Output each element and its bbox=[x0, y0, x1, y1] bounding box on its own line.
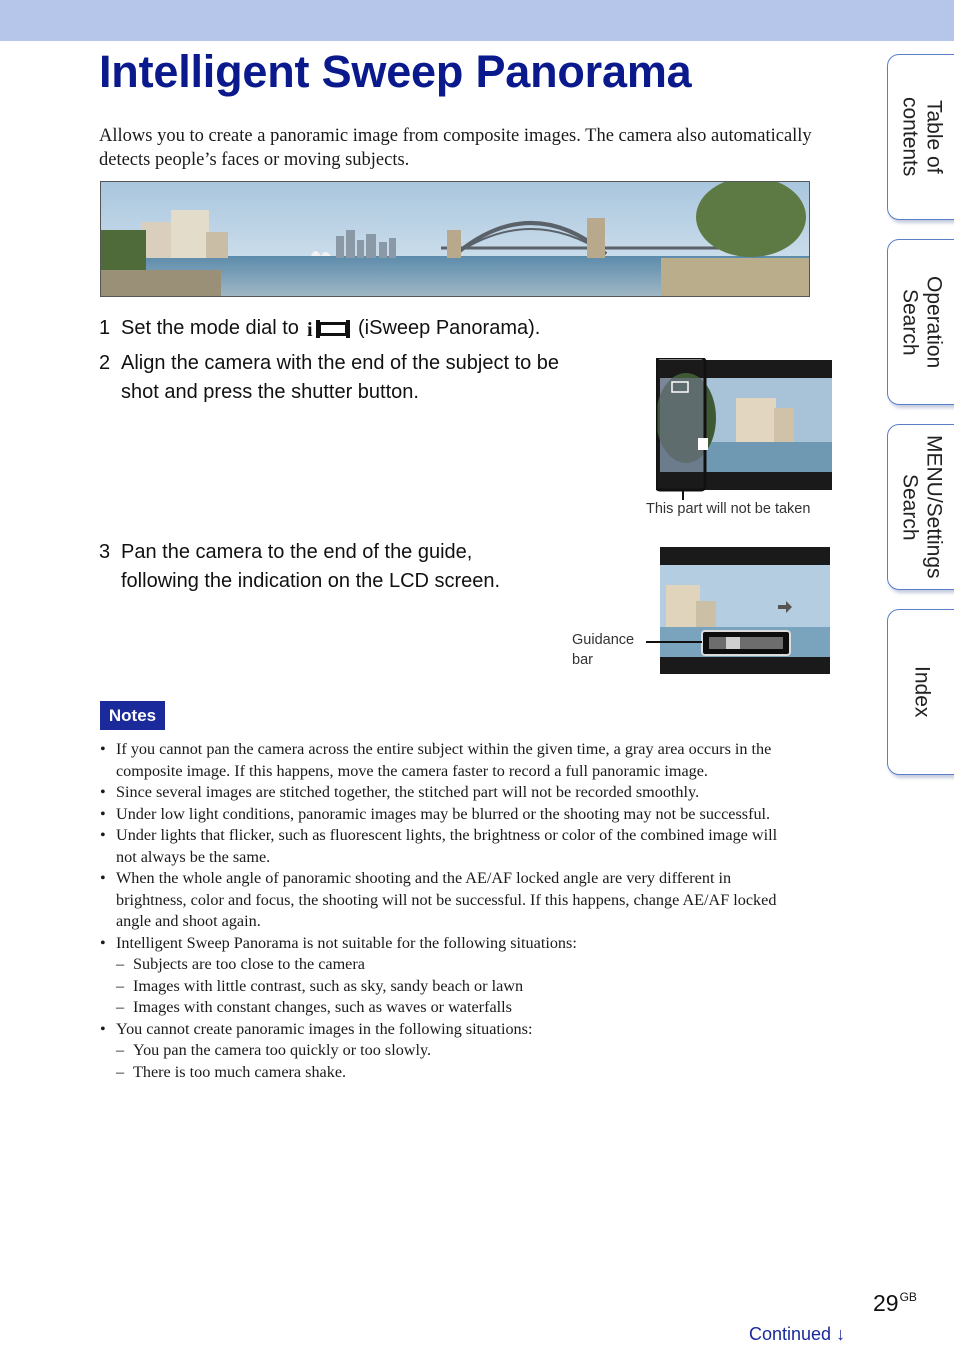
fig1-caption: This part will not be taken bbox=[646, 501, 811, 517]
tab-label: Table of contents bbox=[898, 97, 946, 177]
note-subitem: – Images with constant changes, such as waves or waterfalls bbox=[116, 998, 512, 1016]
intro-paragraph: Allows you to create a panoramic image from composite images. The camera also automatically detects people’s faces or moving subjects. bbox=[99, 126, 812, 170]
note-item: • If you cannot pan the camera across the entire subject within the given time, a gray area occurs in the composite image. If this happens, move the camera faster to record a full panoramic image. bbox=[100, 740, 772, 780]
tab-table-of-contents[interactable] bbox=[887, 54, 954, 220]
note-item: • When the whole angle of panoramic shooting and the AE/AF locked angle are very different in brightness, color and focus, the shooting will not be successful. If this happens, change AE/AF locked angle and shoot again. bbox=[100, 869, 777, 930]
note-item: • Since several images are stitched together, the stitched part will not be recorded smoothly. bbox=[100, 783, 700, 801]
step-number: 3 bbox=[99, 541, 111, 563]
notes-heading: Notes bbox=[100, 701, 165, 730]
page-number: $29^{GB}$ bbox=[873, 1290, 917, 1316]
continued-link[interactable]: Continued ↓ bbox=[749, 1324, 846, 1344]
top-color-bar bbox=[0, 0, 954, 41]
svg-text:i: i bbox=[307, 319, 314, 338]
note-subitem: – You pan the camera too quickly or too slowly. bbox=[116, 1041, 432, 1059]
page-title: Intelligent Sweep Panorama bbox=[99, 46, 692, 97]
isweep-panorama-icon bbox=[306, 318, 350, 338]
note-item: • Under lights that flicker, such as fluorescent lights, the brightness or color of the combined image will not always be the same. bbox=[100, 826, 778, 866]
tab-operation-search[interactable] bbox=[887, 239, 954, 405]
note-subitem: – Images with little contrast, such as sky, sandy beach or lawn bbox=[116, 976, 524, 995]
tab-label: Index bbox=[910, 666, 934, 718]
step-3 bbox=[99, 538, 619, 598]
tab-label: MENU/Settings Search bbox=[898, 435, 946, 579]
note-subitem: – Subjects are too close to the camera bbox=[116, 955, 365, 973]
page-suffix: GB bbox=[899, 1290, 917, 1304]
note-subitem: – There is too much camera shake. bbox=[116, 1062, 347, 1081]
step-text: Pan the camera to the end of the guide, following the indication on the LCD screen. bbox=[121, 541, 501, 592]
step-number: 1 bbox=[99, 317, 111, 339]
step-text: Align the camera with the end of the subject to be shot and press the shutter button. bbox=[121, 352, 560, 403]
note-item: • Under low light conditions, panoramic images may be blurred or the shooting may not be successful. bbox=[100, 804, 771, 823]
note-item: • You cannot create panoramic images in the following situations: – You pan the camera too quickly or too slowly. – There is too much camera shake. bbox=[99, 1019, 849, 1084]
lcd-pan-figure bbox=[646, 545, 832, 676]
tab-label: Operation Search bbox=[898, 275, 946, 369]
note-item: • Intelligent Sweep Panorama is not suitable for the following situations: – Subjects are too close to the camera – Images with little contrast, such as sky, sandy beach or lawn – Images with constant changes, such as waves or waterfalls bbox=[99, 933, 849, 1019]
guidance-bar-caption: Guidance bar bbox=[572, 632, 635, 668]
tab-menu-settings-search[interactable] bbox=[887, 424, 954, 590]
down-arrow-icon: ↓ bbox=[836, 1324, 846, 1344]
tab-index[interactable] bbox=[887, 609, 954, 775]
step-2 bbox=[99, 349, 639, 409]
step-number: 2 bbox=[99, 352, 111, 374]
step-text: Set the mode dial to i (iSweep Panorama). bbox=[121, 317, 541, 339]
notes-list bbox=[99, 739, 849, 1083]
panorama-photo bbox=[100, 181, 810, 297]
step-1 bbox=[99, 314, 619, 343]
lcd-start-figure bbox=[656, 358, 834, 500]
